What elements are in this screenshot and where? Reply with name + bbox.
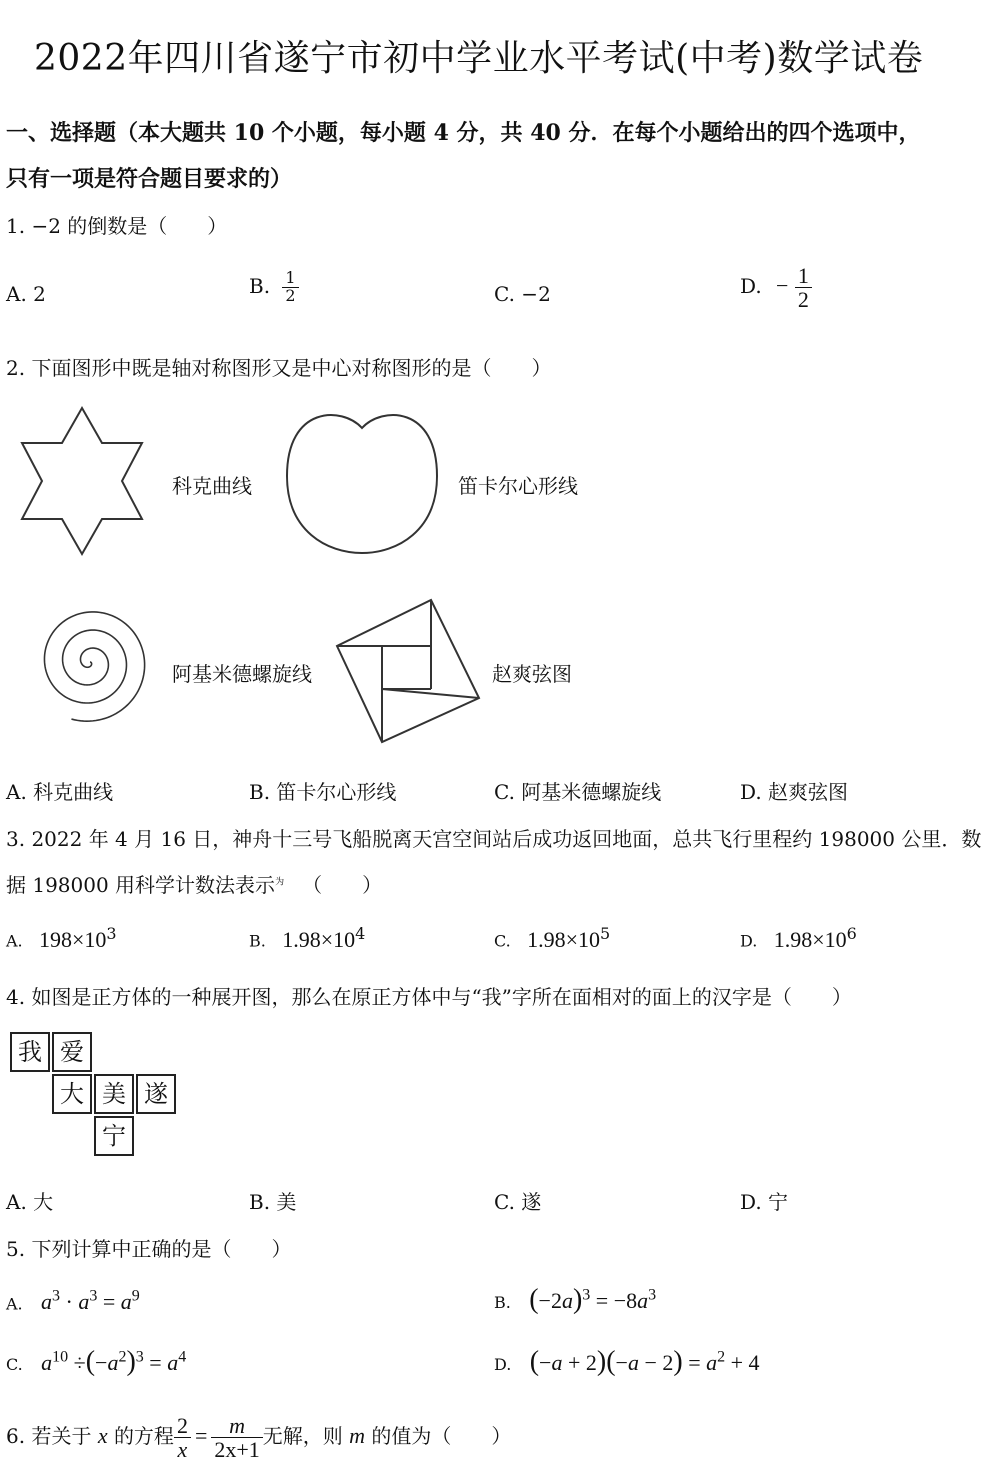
- cube-face-ai: 爱: [52, 1032, 92, 1072]
- q6-stem-post1: 无解，则: [262, 1424, 343, 1449]
- q5-option-d: [494, 1346, 760, 1378]
- q1-option-d: [740, 264, 812, 311]
- q5-a-label: A.: [6, 1294, 23, 1314]
- cube-face-wo: 我: [10, 1032, 50, 1072]
- cube-face-sui: 遂: [136, 1074, 176, 1114]
- q3-option-c: [494, 924, 610, 953]
- q1-option-b-label: B.: [249, 273, 271, 298]
- q1-option-d-label: D.: [740, 274, 762, 299]
- q6-rhs-den: 2x+1: [214, 1437, 260, 1463]
- koch-snowflake-figure: [14, 405, 150, 557]
- q6-var-x: x: [97, 1423, 108, 1449]
- zhao-shuang-diagram-figure: [334, 597, 482, 745]
- q3-c-exp: 5: [600, 924, 611, 943]
- q3-stem-end: （ ）: [302, 873, 383, 897]
- fig-cardioid-label: 笛卡尔心形线: [458, 474, 578, 498]
- q1-option-d-fraction: [795, 264, 812, 311]
- q4-option-a: A. 大: [6, 1190, 54, 1214]
- q6-stem: [6, 1414, 511, 1461]
- q3-d-base: 1.98×10: [773, 926, 847, 952]
- archimedean-spiral-figure: [18, 600, 158, 732]
- fig-spiral-label: 阿基米德螺旋线: [172, 662, 312, 686]
- q3-c-label: C.: [494, 931, 511, 951]
- q5-option-c: [6, 1346, 186, 1378]
- q5-b-label: B.: [494, 1293, 511, 1312]
- cube-face-mei: 美: [94, 1074, 134, 1114]
- q3-b-base: 1.98×10: [282, 926, 356, 952]
- q5-a-expression: $a^3 \cdot a^3 = a^9$: [41, 1288, 140, 1315]
- cube-face-ning: 宁: [94, 1116, 134, 1156]
- q3-stem-text: 据 198000 用科学计数法表示: [6, 873, 276, 897]
- page-title: 2022年四川省遂宁市初中学业水平考试(中考)数学试卷: [34, 38, 924, 79]
- q3-d-label: D.: [740, 931, 758, 951]
- q1-d-sign: −: [776, 273, 789, 299]
- q3-stem-line1: 3. 2022 年 4 月 16 日，神舟十三号飞船脱离天宫空间站后成功返回地面，总共飞行里程约 198000 公里．数: [6, 827, 981, 851]
- q4-option-b: B. 美: [249, 1190, 297, 1214]
- q1-d-denominator: 2: [797, 287, 809, 313]
- q5-option-a: [6, 1288, 140, 1315]
- q4-option-d: D. 宁: [740, 1190, 789, 1214]
- q3-b-label: B.: [249, 931, 266, 951]
- q3-b-exp: 4: [355, 924, 366, 943]
- q6-rhs-fraction: [211, 1414, 262, 1461]
- q6-stem-pre: 6. 若关于: [6, 1424, 92, 1449]
- q5-d-label: D.: [494, 1355, 512, 1374]
- q1-option-c: C. −2: [494, 282, 551, 306]
- q2-option-a: A. 科克曲线: [6, 780, 114, 804]
- q5-b-expression: $(-2a)^3 = -8a^3$: [529, 1284, 657, 1315]
- q5-stem: 5. 下列计算中正确的是（ ）: [6, 1237, 292, 1261]
- q6-lhs-num: 2: [174, 1414, 191, 1438]
- cube-face-da: 大: [52, 1074, 92, 1114]
- q1-b-numerator: 1: [282, 270, 298, 288]
- q3-a-label: A.: [6, 931, 23, 951]
- q3-d-exp: 6: [846, 924, 857, 943]
- section-heading-line1: 一、选择题（本大题共 10 个小题，每小题 4 分，共 40 分．在每个小题给出的四个选项中，: [6, 120, 921, 146]
- q2-stem: 2. 下面图形中既是轴对称图形又是中心对称图形的是（ ）: [6, 356, 552, 380]
- q4-option-c: C. 遂: [494, 1190, 542, 1214]
- q5-option-b: [494, 1284, 656, 1316]
- q3-a-base: 198×10: [39, 926, 107, 952]
- q6-lhs-fraction: [174, 1414, 191, 1461]
- fig-koch-label: 科克曲线: [172, 474, 252, 498]
- q3-stem-mark: 为: [275, 877, 285, 888]
- q3-option-a: [6, 924, 117, 953]
- q2-option-c: C. 阿基米德螺旋线: [494, 780, 662, 804]
- q6-var-m: m: [349, 1423, 366, 1449]
- q1-b-denominator: 2: [285, 285, 296, 305]
- q6-equals: =: [194, 1423, 208, 1449]
- q5-c-expression: $a^{10} \div(-a^2)^3 = a^4$: [41, 1346, 187, 1377]
- q3-option-d: [740, 924, 857, 953]
- q3-a-exp: 3: [106, 924, 117, 943]
- q2-option-b: B. 笛卡尔心形线: [249, 780, 397, 804]
- q1-stem: 1. −2 的倒数是（ ）: [6, 214, 228, 238]
- q3-stem-line2: [6, 869, 382, 898]
- q6-stem-mid: 的方程: [113, 1424, 174, 1449]
- q1-option-b-fraction: [282, 270, 298, 305]
- q3-option-b: [249, 924, 365, 953]
- q4-stem: 4. 如图是正方体的一种展开图，那么在原正方体中与“我”字所在面相对的面上的汉字是（ ）: [6, 985, 852, 1009]
- section-heading-line2: 只有一项是符合题目要求的）: [6, 166, 293, 192]
- q1-d-numerator: 1: [795, 264, 812, 288]
- q1-option-b: [249, 270, 299, 305]
- q1-option-a: A. 2: [6, 282, 46, 306]
- q5-d-expression: $(-a + 2)(-a - 2) = a^2 + 4$: [529, 1346, 760, 1377]
- q2-option-d: D. 赵爽弦图: [740, 780, 849, 804]
- q5-c-label: C.: [6, 1355, 23, 1374]
- q6-stem-post2: 的值为（ ）: [371, 1424, 512, 1449]
- q6-lhs-den: x: [177, 1437, 188, 1463]
- q3-c-base: 1.98×10: [527, 926, 601, 952]
- fig-zhao-label: 赵爽弦图: [492, 662, 572, 686]
- q6-rhs-num: m: [211, 1414, 262, 1438]
- cardioid-figure: [282, 406, 442, 556]
